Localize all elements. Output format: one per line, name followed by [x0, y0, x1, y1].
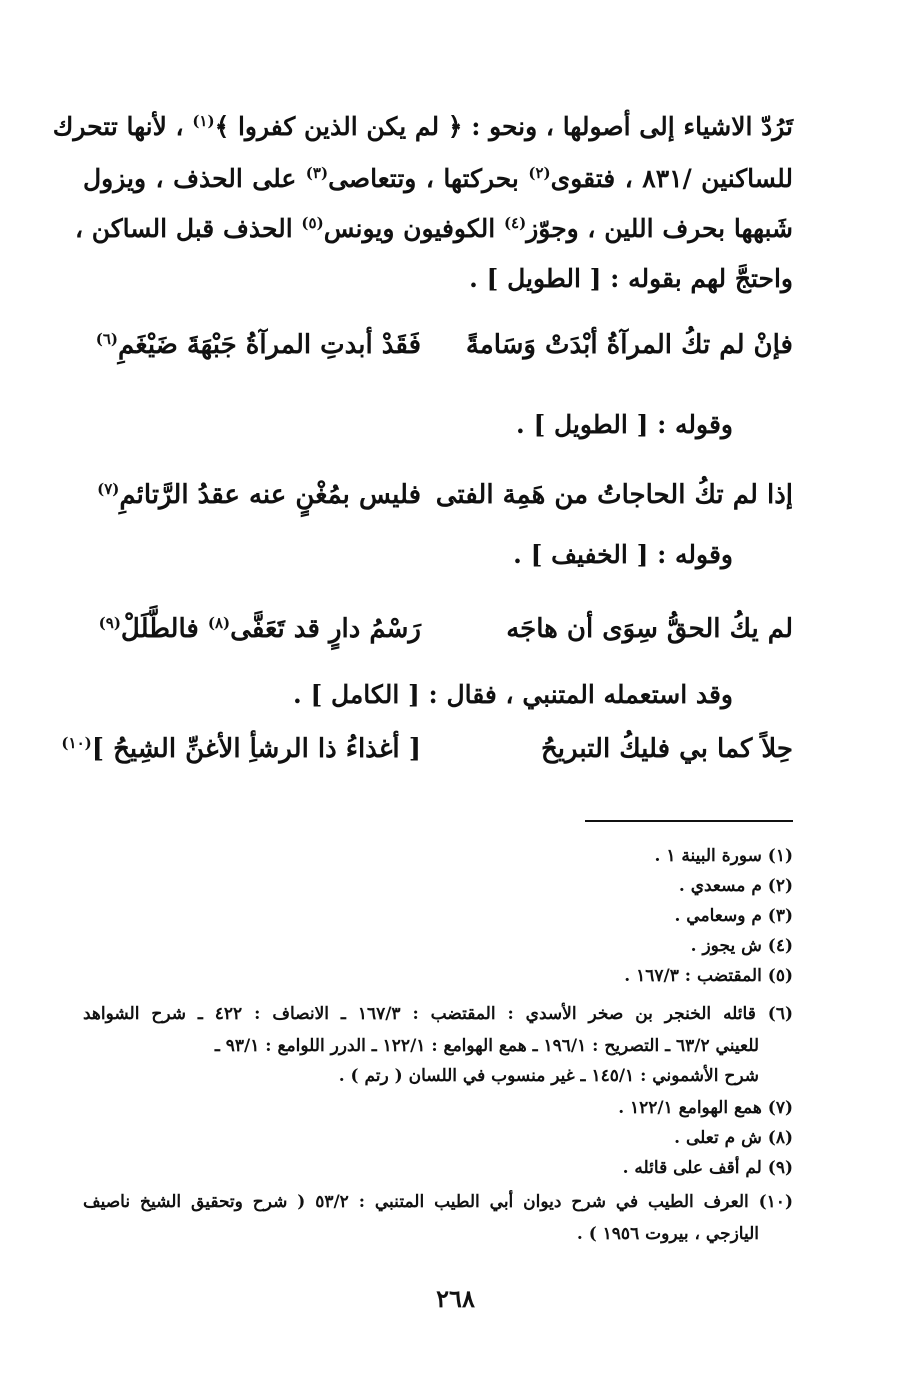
- verse-1-first-hemistich: فإنْ لم تكُ المرآةُ أبْدَتْ وَسَامةً: [465, 330, 793, 360]
- prose-line: واحتجَّ لهم بقوله : [ الطويل ] .: [469, 264, 793, 293]
- footnote-ref: (١): [192, 112, 215, 130]
- footnote-6-continued: للعيني ٦٣/٢ ـ التصريح : ١٩٦/١ ـ همع الهوامع : ١٢٢/١ ـ الدرر اللوامع : ٩٣/١ ـ: [214, 1036, 759, 1056]
- verse-3-second-hemistich: [99, 614, 421, 644]
- footnote-ref: (١٠): [61, 734, 92, 752]
- prose-line: [74, 214, 793, 243]
- verse-3-intro: وقوله : [ الخفيف ] .: [513, 540, 733, 569]
- footnote-5: (٥) المقتضب : ١٦٧/٣ .: [624, 966, 793, 986]
- verse-3-first-hemistich: لم يكُ الحقُّ سِوَى أن هاجَه: [506, 614, 793, 644]
- verse-1-second-hemistich: [96, 330, 421, 360]
- footnote-ref: (٣): [305, 164, 329, 182]
- text-run: تَرُدّ الاشياء إلى أصولها ، ونحو : ﴿ لم يكن الذين كفروا ﴾: [214, 112, 793, 141]
- prose-line: [52, 112, 793, 141]
- footnote-separator: [585, 820, 793, 822]
- prose-line: [83, 164, 793, 193]
- text-run: للساكنين /٨٣١ ، فتقوى: [550, 164, 793, 193]
- footnote-10: (١٠) العرف الطيب في شرح ديوان أبي الطيب المتنبي : ٥٣/٢ ( شرح وتحقيق الشيخ ناصيف: [83, 1192, 793, 1212]
- verse-2-intro: وقوله : [ الطويل ] .: [516, 410, 733, 439]
- text-run: الكوفيون ويونس: [323, 214, 504, 243]
- text-run: فالطَّلَلْ: [120, 614, 208, 644]
- footnote-4: (٤) ش يجوز .: [690, 936, 793, 956]
- text-run: فليس بمُغْنٍ عنه عقدُ الرَّتائمِ: [119, 480, 421, 510]
- footnote-ref: (٤): [503, 214, 527, 232]
- verse-2-first-hemistich: إذا لم تكُ الحاجاتُ من هَمِة الفتى: [435, 480, 793, 510]
- footnote-7: (٧) همع الهوامع ١٢٢/١ .: [618, 1098, 793, 1118]
- footnote-ref: (٨): [207, 614, 231, 632]
- verse-4-first-hemistich: حِلاً كما بي فليكُ التبريحُ: [540, 734, 793, 764]
- verse-4-second-hemistich: [61, 734, 421, 764]
- footnote-10-continued: اليازجي ، بيروت ١٩٥٦ ) .: [576, 1224, 759, 1244]
- footnote-9: (٩) لم أقف على قائله .: [622, 1158, 793, 1178]
- text-run: رَسْمُ دارٍ قد تَعَفَّى: [230, 614, 421, 644]
- text-run: على الحذف ، ويزول: [83, 164, 306, 193]
- footnote-ref: (٥): [301, 214, 324, 232]
- text-run: الحذف قبل الساكن ،: [74, 214, 302, 243]
- footnote-2: (٢) م مسعدي .: [678, 876, 793, 896]
- text-run: شَبهها بحرف اللين ، وجوّز: [526, 214, 793, 243]
- verse-2-second-hemistich: [97, 480, 421, 510]
- verse-4-intro: وقد استعمله المتنبي ، فقال : [ الكامل ] .: [293, 680, 733, 709]
- footnote-6: (٦) قائله الخنجر بن صخر الأسدي : المقتضب : ١٦٧/٣ ـ الانصاف : ٤٢٢ ـ شرح الشواهد: [83, 1004, 793, 1024]
- footnote-ref: (٢): [528, 164, 551, 182]
- footnote-1: (١) سورة البينة ١ .: [654, 846, 793, 866]
- footnote-6-continued: شرح الأشموني : ١٤٥/١ ـ غير منسوب في اللسان ( رتم ) .: [338, 1066, 759, 1086]
- footnote-3: (٣) م وسعامي .: [674, 906, 793, 926]
- footnote-ref: (٧): [97, 480, 120, 498]
- text-run: [ أغذاءُ ذا الرشأِ الأغنِّ الشِيحُ ]: [91, 734, 421, 764]
- footnote-ref: (٩): [98, 614, 121, 632]
- text-run: فَقَدْ أبدتِ المرآةُ جَبْهَةَ ضَيْغَمِ: [118, 330, 421, 360]
- text-run: ، لأنها تتحرك: [52, 112, 193, 141]
- footnote-ref: (٦): [95, 330, 118, 348]
- text-run: بحركتها ، وتتعاصى: [328, 164, 529, 193]
- footnote-8: (٨) ش م تعلى .: [674, 1128, 793, 1148]
- page-number: ٢٦٨: [436, 1284, 475, 1313]
